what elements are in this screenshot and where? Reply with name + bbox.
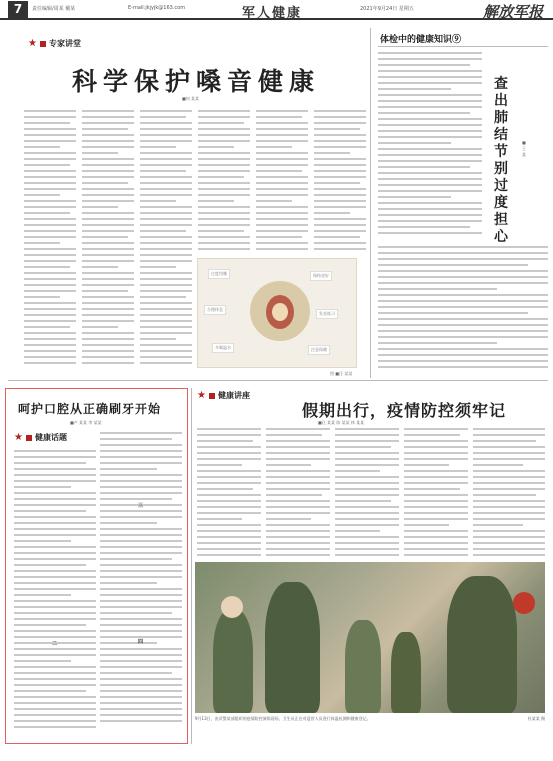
- star-icon: ★: [197, 390, 206, 401]
- article-body-column: [197, 428, 261, 558]
- issue-date: 2021年9月24日 星期五: [360, 6, 414, 12]
- soldier-figure: [345, 620, 381, 713]
- soldier-figure: [391, 632, 421, 713]
- news-photo: [195, 562, 545, 713]
- column-title: 体检中的健康知识⑨: [380, 35, 462, 45]
- article-byline: ■卢 某某 李 某某: [70, 420, 102, 425]
- right-article-body: [378, 52, 482, 240]
- article-body-column: [404, 428, 468, 558]
- soldier-figure: [265, 582, 320, 713]
- vertical-byline: ■王 某: [522, 140, 526, 157]
- caption-text: 9月13日，由武警某部组织的疫情防控演练现场，卫生员正在对返营人员进行体温检测和健康登记。: [195, 716, 371, 721]
- column-divider: [370, 28, 371, 378]
- star-icon: ★: [14, 432, 23, 443]
- right-article-body: [378, 246, 548, 374]
- article-body-column: [266, 428, 330, 558]
- badge-label: 健康讲座: [217, 391, 250, 400]
- section-divider: [8, 380, 548, 381]
- voice-health-illustration: [197, 258, 357, 368]
- figure-tag: 多喝温水: [212, 343, 234, 353]
- article-headline: 假期出行，疫情防控须牢记: [302, 401, 507, 420]
- soldier-figure: [447, 576, 517, 713]
- larynx-icon: [272, 303, 288, 321]
- figure-tag: 注意保暖: [308, 345, 330, 355]
- article-byline: ■孔 某某 陈 某某 林 某某: [318, 420, 365, 425]
- section-badge: [197, 390, 250, 401]
- email-info: E-mail:jkjyjk@163.com: [128, 5, 186, 11]
- section-mark: 三: [138, 503, 144, 509]
- article-body-column: [24, 110, 76, 375]
- article-body-column: [82, 110, 134, 375]
- badge-label: 健康话题: [34, 433, 67, 442]
- badge-bar-icon: [40, 41, 46, 47]
- section-mark: 二: [52, 641, 58, 647]
- figure-tag: 合理休息: [204, 305, 226, 315]
- article-body-column: [140, 110, 192, 375]
- article-body-column: [14, 450, 96, 740]
- editor-info: 责任编辑/周某 戴某: [32, 6, 76, 12]
- photo-caption: [195, 716, 545, 722]
- red-cross-emblem: [513, 592, 535, 614]
- article-body-column: [473, 428, 545, 558]
- badge-bar-icon: [209, 393, 215, 399]
- section-badge: [14, 432, 67, 443]
- column-divider: [191, 388, 192, 744]
- child-face: [221, 596, 243, 618]
- article-headline: 科学保护嗓音健康: [72, 67, 321, 96]
- article-body-column: [314, 110, 366, 255]
- section-title: 军人健康: [242, 6, 303, 21]
- star-icon: ★: [28, 38, 37, 49]
- badge-bar-icon: [26, 435, 32, 441]
- article-body-column: [256, 110, 308, 255]
- figure-credit: 图 ■汪 某某: [330, 371, 353, 376]
- vertical-headline: 查出肺结节别过度担心: [494, 76, 508, 245]
- title-rule: [378, 46, 548, 47]
- figure-tag: 过度用嗓: [208, 269, 230, 279]
- article-byline: ■何 某某: [182, 96, 200, 101]
- article-body-column: [198, 110, 250, 255]
- badge-label: 专家讲堂: [48, 39, 81, 48]
- article-body-column: [100, 432, 182, 732]
- figure-tag: 保持良好: [310, 271, 332, 281]
- photo-credit: 杜某某 摄: [527, 716, 545, 721]
- article-body-column: [335, 428, 399, 558]
- page-masthead: [0, 0, 553, 20]
- figure-tag: 发音练习: [316, 309, 338, 319]
- article-headline: 呵护口腔从正确刷牙开始: [18, 402, 162, 416]
- newspaper-logo: 解放军报: [482, 3, 543, 21]
- section-badge: [28, 38, 81, 49]
- page-number: 7: [8, 1, 28, 18]
- section-mark: 四: [138, 639, 144, 645]
- soldier-figure: [213, 610, 253, 713]
